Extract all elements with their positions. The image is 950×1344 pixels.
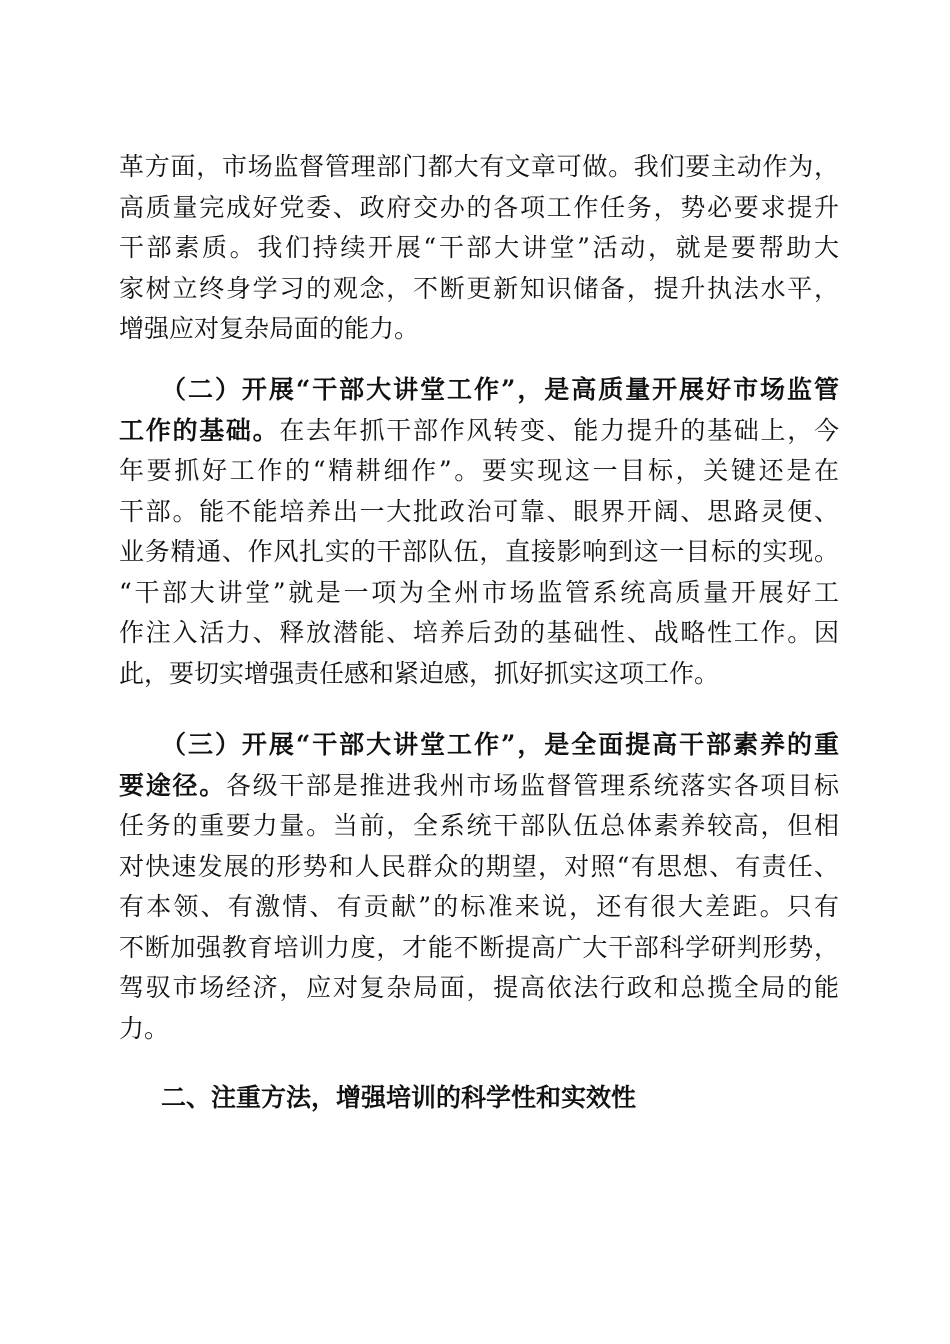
paragraph-line: 驾驭市场经济，应对复杂局面，提高依法行政和总揽全局的能 [119, 973, 839, 1002]
paragraph-1 [119, 147, 839, 350]
paragraph-line: 作注入活力、释放潜能、培养后劲的基础性、战略性工作。因 [119, 618, 839, 647]
paragraph-line: 此，要切实增强责任感和紧迫感，抓好抓实这项工作。 [119, 658, 720, 688]
paragraph-line: 力。 [119, 1013, 170, 1043]
paragraph-line: 在去年抓干部作风转变、能力提升的基础上，今 [279, 415, 839, 445]
paragraph-line-mixed [119, 411, 839, 452]
paragraph-line: 任务的重要力量。当前，全系统干部队伍总体素养较高，但相 [119, 811, 839, 840]
paragraph-line: “干部大讲堂”就是一项为全州市场监管系统高质量开展好工 [119, 577, 839, 607]
paragraph-3 [119, 725, 839, 1049]
section-heading-block [119, 1078, 839, 1119]
paragraph-line: 各级干部是推进我州市场监督管理系统落实各项目标 [225, 770, 839, 800]
paragraph-line: 业务精通、作风扎实的干部队伍，直接影响到这一目标的实现。 [119, 537, 839, 566]
paragraph-bold-lead-continued: 要途径。 [119, 770, 226, 800]
paragraph-line: 革方面，市场监督管理部门都大有文章可做。我们要主动作为， [119, 152, 839, 181]
section-heading: 二、注重方法，增强培训的科学性和实效性 [161, 1083, 637, 1112]
paragraph-line: 干部。能不能培养出一大批政治可靠、眼界开阔、思路灵便、 [119, 496, 839, 526]
paragraph-line: 不断加强教育培训力度，才能不断提高广大干部科学研判形势， [119, 932, 839, 962]
paragraph-line-mixed [119, 766, 839, 807]
paragraph-line: 家树立终身学习的观念，不断更新知识储备，提升执法水平， [119, 273, 839, 303]
paragraph-bold-lead: （三）开展“干部大讲堂工作”，是全面提高干部素养的重 [161, 730, 839, 759]
paragraph-line: 干部素质。我们持续开展“干部大讲堂”活动，就是要帮助大 [119, 233, 839, 262]
paragraph-line: 对快速发展的形势和人民群众的期望，对照“有思想、有责任、 [119, 851, 839, 881]
paragraph-line: 高质量完成好党委、政府交办的各项工作任务，势必要求提升 [119, 192, 839, 222]
paragraph-line: 有本领、有激情、有贡献”的标准来说，还有很大差距。只有 [119, 892, 839, 921]
paragraph-bold-lead: （二）开展“干部大讲堂工作”，是高质量开展好市场监管 [161, 375, 839, 404]
paragraph-bold-lead-continued: 工作的基础。 [119, 415, 280, 445]
paragraph-line: 增强应对复杂局面的能力。 [119, 314, 420, 343]
paragraph-line: 年要抓好工作的“精耕细作”。要实现这一目标，关键还是在 [119, 456, 839, 485]
paragraph-2 [119, 370, 839, 694]
